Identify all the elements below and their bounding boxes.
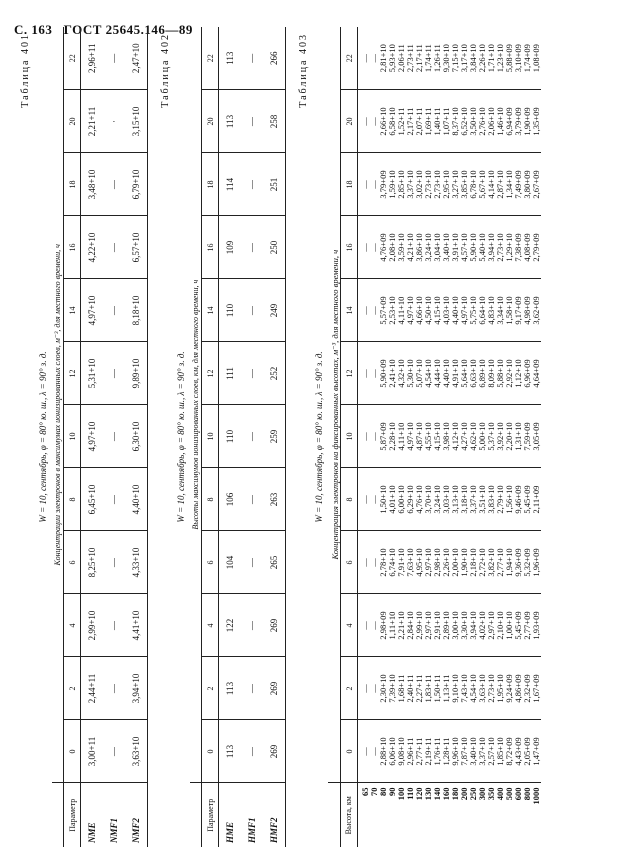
cell: — — [103, 720, 125, 783]
table-403-banner: Концентрация электронов на фиксированных высотах, м⁻³, для местного времени, ч — [328, 27, 341, 783]
col-hour: 16 — [64, 216, 81, 279]
cell: 104 — [219, 531, 242, 594]
col-hour: 0 — [64, 720, 81, 783]
cell: 265 — [263, 531, 286, 594]
cell: 2,96+11 — [81, 27, 104, 90]
cell: 8,25+10 — [81, 531, 104, 594]
cell: — — [241, 153, 263, 216]
cell: 122 — [219, 594, 242, 657]
table-403-title: Таблица 403 — [298, 33, 309, 108]
cell: 3,00+11 — [81, 720, 104, 783]
col-hour: 6 — [341, 531, 358, 594]
cell: 269 — [263, 594, 286, 657]
cell: 2,47+10 — [125, 27, 148, 90]
cell: 110 — [219, 279, 242, 342]
cell: 3,94+10 — [125, 657, 148, 720]
table-402-col0: Параметр — [202, 783, 219, 847]
value-column: — — 2,98+09 1,11+10 2,21+10 2,84+10 2,99+10 2,97+10 2,91+10 2,89+10 3,00+10 3,30+10 3,94+10 4,02+10 2,97+10 2,10+10 1,00+10 5,45+09 2,77+09 1,93+09 — [358, 594, 542, 657]
table-401-header — [64, 27, 81, 847]
col-hour: 12 — [64, 342, 81, 405]
cell: — — [241, 342, 263, 405]
cell: 6,79+10 — [125, 153, 148, 216]
table-401-title: Таблица 401 — [20, 33, 31, 108]
table-402-condition: W = 10, сентябрь, φ = 80° ю. ш., λ = 90° з. д. — [176, 351, 186, 523]
col-hour: 0 — [341, 720, 358, 783]
value-column: — — 2,78+10 6,74+10 7,91+10 7,63+10 4,95+10 2,97+10 2,98+10 2,26+10 2,00+10 1,90+10 2,18+10 2,72+10 3,82+10 2,77+10 1,94+10 9,36+09 5,32+09 1,96+09 — [358, 531, 542, 594]
cell: 8,18+10 — [125, 279, 148, 342]
cell: 4,33+10 — [125, 531, 148, 594]
table-401-banner: Концентрации электронов в максимумах ионизированных слоев, м⁻³, для местного времени, ч — [52, 27, 64, 783]
table-403-condition: W = 10, сентябрь, φ = 80° ю. ш., λ = 90° з. д. — [314, 351, 324, 523]
param-name: HMF2 — [263, 783, 286, 847]
cell: 4,97+10 — [81, 279, 104, 342]
table-402-title: Таблица 402 — [160, 33, 171, 108]
cell: — — [241, 27, 263, 90]
table-401 — [52, 27, 148, 847]
rotated-content — [20, 27, 610, 847]
cell: 106 — [219, 468, 242, 531]
col-hour: 18 — [341, 153, 358, 216]
cell: 269 — [263, 657, 286, 720]
cell: — — [103, 594, 125, 657]
cell: 4,22+10 — [81, 216, 104, 279]
table-402-header — [202, 27, 219, 847]
col-hour: 2 — [202, 657, 219, 720]
cell: — — [103, 27, 125, 90]
table-402-banner: Высоты максимумов ионизированных слоев, км, для местного времени, ч — [190, 27, 202, 783]
cell: 3,48+10 — [81, 153, 104, 216]
col-hour: 4 — [202, 594, 219, 657]
cell: 6,45+10 — [81, 468, 104, 531]
cell: 110 — [219, 405, 242, 468]
param-name: HME — [225, 821, 235, 843]
cell: 6,57+10 — [125, 216, 148, 279]
col-hour: 20 — [64, 90, 81, 153]
heights-column: 65 70 80 90 100 110 120 130 140 160 180 200 250 300 350 400 500 600 800 1000 — [360, 787, 541, 805]
cell: 3,63+10 — [125, 720, 148, 783]
cell: 249 — [263, 279, 286, 342]
cell: — — [103, 468, 125, 531]
table-403 — [328, 27, 541, 847]
table-401-condition: W = 10, сентябрь, φ = 80° ю. ш., λ = 90° з. д. — [38, 351, 48, 523]
cell: — — [241, 594, 263, 657]
cell: 9,89+10 — [125, 342, 148, 405]
table-row — [125, 27, 148, 847]
col-hour: 2 — [341, 657, 358, 720]
col-hour: 14 — [202, 279, 219, 342]
cell: 111 — [219, 342, 242, 405]
cell: 4,41+10 — [125, 594, 148, 657]
table-row — [263, 27, 286, 847]
col-hour: 4 — [64, 594, 81, 657]
col-hour: 16 — [202, 216, 219, 279]
standard-id: ГОСТ 25645.146—89 — [63, 22, 193, 37]
value-column: — — 5,87+09 2,28+10 4,11+10 4,97+10 4,87+10 4,55+10 4,15+10 3,98+10 4,12+10 4,27+10 4,62+10 5,00+10 5,37+10 3,92+10 2,20+10 1,31+10 7,59+09 3,05+09 — [358, 405, 542, 468]
value-column: — — 2,66+10 6,58+10 1,52+11 2,17+11 2,07+11 1,69+11 1,40+11 1,07+11 8,37+10 6,52+10 3,50+10 2,76+10 2,06+10 1,46+10 6,94+09 3,79+09 1,90+09 1,35+09 — [358, 90, 542, 153]
param-name: NMF1 — [109, 817, 119, 843]
cell: — — [103, 216, 125, 279]
col-hour: 8 — [341, 468, 358, 531]
cell: 4,97+10 — [81, 405, 104, 468]
table-row — [219, 27, 242, 847]
value-column: — — 2,30+10 7,39+10 1,68+11 2,40+11 2,27+11 1,83+11 1,50+11 1,13+11 9,10+10 7,43+10 4,54+10 3,63+10 2,73+10 1,95+10 9,24+09 4,86+09 2,32+09 1,67+09 — [358, 657, 542, 720]
cell: 2,99+10 — [81, 594, 104, 657]
table-403-header — [341, 27, 358, 847]
cell: 252 — [263, 342, 286, 405]
table-row — [81, 27, 104, 847]
col-hour: 22 — [341, 27, 358, 90]
cell: — — [241, 216, 263, 279]
param-name: HMF1 — [247, 817, 257, 843]
col-hour: 18 — [202, 153, 219, 216]
value-column: — — 5,57+09 2,53+10 4,11+10 4,97+10 4,66+10 4,50+10 4,15+10 4,03+10 4,40+10 4,97+10 5,75+10 6,64+10 4,83+10 3,34+10 1,58+10 9,17+09 4,98+09 3,62+09 — [358, 279, 542, 342]
cell: 269 — [263, 720, 286, 783]
col-hour: 20 — [202, 90, 219, 153]
col-hour: 12 — [341, 342, 358, 405]
cell: 2,44+11 — [81, 657, 104, 720]
cell: 259 — [263, 405, 286, 468]
param-name: NME — [87, 822, 97, 843]
cell: 113 — [219, 720, 242, 783]
table-row — [103, 27, 125, 847]
col-hour: 4 — [341, 594, 358, 657]
cell: 109 — [219, 216, 242, 279]
table-403-body — [358, 27, 542, 847]
cell: — — [241, 531, 263, 594]
cell: — — [103, 342, 125, 405]
col-hour: 14 — [64, 279, 81, 342]
col-hour: 10 — [202, 405, 219, 468]
col-hour: 18 — [64, 153, 81, 216]
cell: — — [103, 153, 125, 216]
cell: — — [103, 657, 125, 720]
table-401-col0: Параметр — [64, 783, 81, 847]
cell: — — [241, 279, 263, 342]
table-403-col0: Высота, км — [341, 783, 358, 847]
value-column: — — 2,81+10 5,93+10 2,06+11 2,73+11 2,17+11 1,74+11 1,26+11 9,30+10 7,15+10 3,17+10 3,84+10 2,26+10 1,71+10 1,23+10 5,88+09 3,10+09 1,74+09 1,08+09 — [358, 27, 542, 90]
cell: 251 — [263, 153, 286, 216]
cell: · — [103, 90, 125, 153]
value-column: — — 1,50+10 4,01+10 6,00+10 6,29+10 4,76+10 3,70+10 3,24+10 3,03+10 3,13+10 3,18+10 3,37+10 3,51+10 3,83+10 2,79+10 1,56+10 9,46+09 5,45+09 2,11+09 — [358, 468, 542, 531]
col-hour: 20 — [341, 90, 358, 153]
value-column: — — 5,90+09 2,41+10 4,32+10 5,30+10 5,07+10 4,54+10 4,44+10 4,40+10 4,91+10 5,64+10 6,63+10 6,89+10 8,09+10 5,88+10 2,92+10 1,12+10 6,96+09 4,64+09 — [358, 342, 542, 405]
col-hour: 2 — [64, 657, 81, 720]
col-hour: 22 — [202, 27, 219, 90]
cell: — — [103, 405, 125, 468]
page-number: С. 163 — [14, 22, 53, 37]
col-hour: 8 — [202, 468, 219, 531]
cell: 4,40+10 — [125, 468, 148, 531]
cell: — — [241, 657, 263, 720]
cell: — — [103, 279, 125, 342]
value-column: — — 4,76+09 2,08+10 3,59+10 4,21+10 3,86+10 3,24+10 3,04+10 3,40+10 3,91+10 4,57+10 5,90+10 5,40+10 3,94+10 2,73+10 1,29+10 7,38+09 4,08+09 2,79+09 — [358, 216, 542, 279]
table-402 — [190, 27, 286, 847]
col-hour: 8 — [64, 468, 81, 531]
col-hour: 10 — [64, 405, 81, 468]
cell: — — [103, 531, 125, 594]
cell: — — [241, 468, 263, 531]
cell: 113 — [219, 90, 242, 153]
col-hour: 14 — [341, 279, 358, 342]
col-hour: 10 — [341, 405, 358, 468]
cell: 113 — [219, 27, 242, 90]
cell: — — [241, 90, 263, 153]
col-hour: 0 — [202, 720, 219, 783]
cell: 114 — [219, 153, 242, 216]
cell: — — [241, 720, 263, 783]
cell: 2,21+11 — [81, 90, 104, 153]
col-hour: 22 — [64, 27, 81, 90]
cell: 3,15+10 — [125, 90, 148, 153]
cell: 113 — [219, 657, 242, 720]
col-hour: 6 — [202, 531, 219, 594]
cell: 258 — [263, 90, 286, 153]
value-column: — — 3,79+09 1,59+10 2,85+10 3,37+10 3,02+10 2,73+10 2,73+10 2,95+10 3,27+10 3,85+10 6,78+10 5,67+10 4,14+10 2,87+10 1,34+10 7,49+09 3,80+09 2,67+09 — [358, 153, 542, 216]
param-name: NMF2 — [125, 783, 148, 847]
cell: 250 — [263, 216, 286, 279]
cell: 6,30+10 — [125, 405, 148, 468]
cell: 266 — [263, 27, 286, 90]
col-hour: 6 — [64, 531, 81, 594]
cell: — — [241, 405, 263, 468]
cell: 5,31+10 — [81, 342, 104, 405]
value-column: — — 2,88+10 6,06+10 9,08+10 2,96+11 2,77+11 2,19+11 1,76+11 1,28+11 9,96+10 7,87+10 3,40+10 3,37+10 2,57+10 1,85+10 8,72+09 4,43+09 2,05+09 1,47+09 — [358, 720, 542, 783]
col-hour: 12 — [202, 342, 219, 405]
table-row — [241, 27, 263, 847]
col-hour: 16 — [341, 216, 358, 279]
cell: 263 — [263, 468, 286, 531]
